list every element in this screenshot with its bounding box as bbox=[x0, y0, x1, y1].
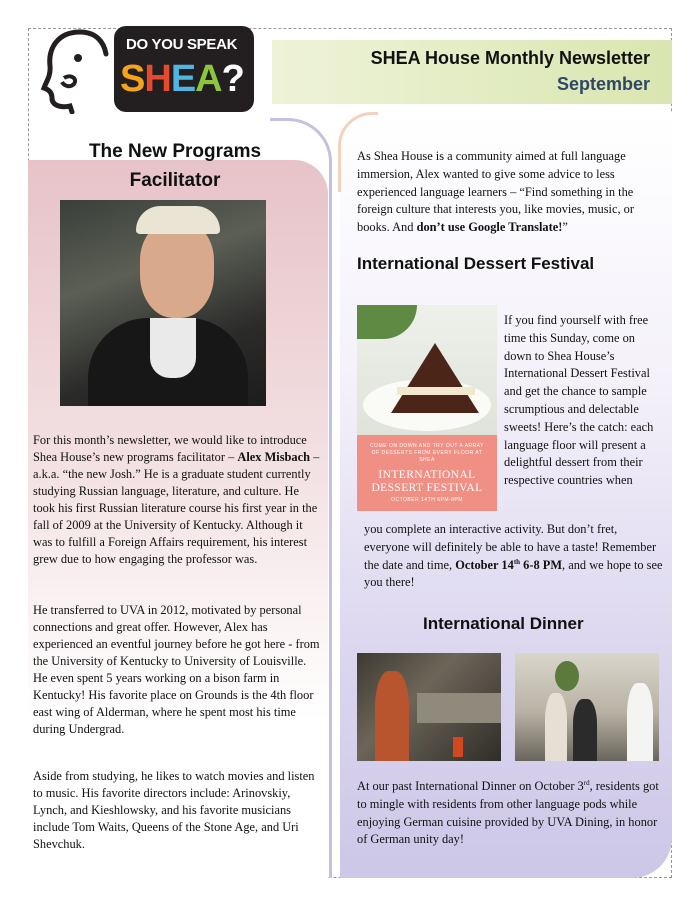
dinner-photo-2 bbox=[515, 653, 659, 761]
language-advice-paragraph: As Shea House is a community aimed at full language immersion, Alex wanted to give some advice to less experienced language learners – “Find something in the foreign culture that interests you, like movies, music, or books. And don’t use Google Translate!” bbox=[357, 149, 635, 235]
logo-text-line1: DO YOU SPEAK bbox=[126, 36, 238, 53]
logo bbox=[40, 24, 262, 116]
facilitator-paragraph-3: Aside from studying, he likes to watch movies and listen to music. His favorite directors include: Arinovskiy, Lynch, and Kieshlowsky, and his favorite musicians include Tom Waits, Queens of the Stone Age, and Uri Shevchuk. bbox=[33, 769, 315, 851]
flyer-title: INTERNATIONAL DESSERT FESTIVAL bbox=[371, 469, 483, 494]
facilitator-paragraph-2: He transferred to UVA in 2012, motivated by personal connections and great offer. However, Alex has experienced an eventful journey before he got here - from the University of Kentucky to University of Louisville. He even spent 5 years working on a bison farm in Kentucky! His favorite place on Grounds is the 4th floor east wing of Alderman, where he spent most his time during Undergrad. bbox=[33, 603, 320, 736]
facilitator-section-title bbox=[70, 137, 280, 195]
dessert-festival-title: International Dessert Festival bbox=[357, 254, 595, 273]
title-line-2: Facilitator bbox=[129, 170, 221, 191]
dessert-cake-photo bbox=[357, 305, 497, 435]
newsletter-title: SHEA House Monthly Newsletter bbox=[370, 48, 650, 68]
flyer-tagline: COME ON DOWN AND TRY OUT A ARRAY OF DESSERTS FROM EVERY FLOOR AT SHEA bbox=[370, 443, 484, 463]
facilitator-paragraph-1: For this month’s newsletter, we would like to introduce Shea House’s new programs facilitator – Alex Misbach – a.k.a. “the new Josh.” He is a graduate student currently studying Russian language, literature, and culture. He took his first Russian literature course his first year in the fall of 2009 at the University of Kentucky. Although it was to fulfill a Foreign Affairs requirement, his interest grew due to how engaging the professor was. bbox=[33, 433, 320, 566]
international-dinner-title: International Dinner bbox=[423, 614, 584, 633]
newsletter-month: September bbox=[556, 74, 650, 94]
newsletter-header bbox=[272, 40, 672, 104]
logo-text-line2: SHEA? bbox=[120, 58, 244, 100]
dessert-festival-side-text: If you find yourself with free time this Sunday, come on down to Shea House’s International Dessert Festival and get the chance to sample scrumptious and delectable sweets! Here’s the catch: each language floor will present a delightful dessert from their respective countries when bbox=[504, 313, 654, 488]
facilitator-photo bbox=[60, 200, 266, 406]
talking-head-icon bbox=[40, 28, 118, 114]
dessert-festival-flyer bbox=[357, 435, 497, 511]
dinner-photo-1 bbox=[357, 653, 501, 761]
dessert-festival-continued-text: you complete an interactive activity. But don’t fret, everyone will definitely be able to have a taste! Remember the date and time, October 14th 6-8 PM, and we hope to see you there! bbox=[364, 522, 663, 590]
flyer-date: OCTOBER 14TH 6PM-8PM bbox=[391, 497, 463, 503]
title-line-1: The New Programs bbox=[88, 141, 262, 162]
dinner-paragraph: At our past International Dinner on October 3rd, residents got to mingle with residents from other language pods while enjoying German cuisine provided by UVA Dining, in honor of German unity day! bbox=[357, 778, 659, 847]
